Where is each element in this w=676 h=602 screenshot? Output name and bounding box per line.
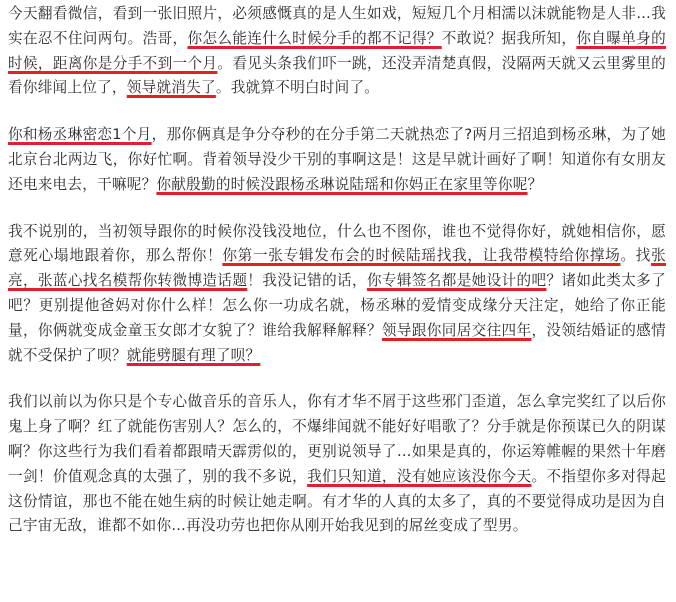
paragraph-2-segment-1: ，那你俩真是争分夺秒的在分手第二天就热恋了?两月三招追到杨丞琳，为了她北京台北两边飞，你好忙啊。背着领导没少干别的事啊这是！这是早就计画好了啊！知道你有女朋友还电来电去，干嘛呢？ bbox=[8, 126, 666, 193]
paragraph-3-highlight-3: 你专辑签名都是她设计的吧 bbox=[366, 272, 547, 290]
paragraph-1-segment-2: 不敢说？据我所知， bbox=[441, 29, 577, 47]
paragraph-3-highlight-1: 你第一张专辑发布会的时候陆瑶找我，让我带模特给你撑场 bbox=[222, 247, 621, 265]
paragraph-1 bbox=[8, 2, 666, 101]
paragraph-3-segment-3: ！我没记错的话， bbox=[247, 272, 367, 290]
paragraph-1-segment-4: 。我就算不明白时间了。 bbox=[215, 79, 380, 97]
paragraph-3-highlight-5: 就能劈腿有理了呗？ bbox=[126, 346, 261, 364]
paragraph-1-highlight-2: 你自曝单身的时候，距离你是分手不到一个月 bbox=[8, 29, 666, 72]
paragraph-3 bbox=[8, 220, 666, 369]
paragraph-1-segment-3: 。看见头条我们吓一跳，还没弄清楚真假，没隔两天就又云里雾里的看你绯闻上位了， bbox=[8, 54, 666, 97]
paragraph-4 bbox=[8, 390, 666, 539]
paragraph-4-highlight-1: 我们只知道，没有她应该没你今天 bbox=[307, 467, 532, 485]
paragraph-2 bbox=[8, 123, 666, 197]
paragraph-3-highlight-4: 领导跟你同居交往四年 bbox=[381, 321, 532, 339]
paragraph-4-segment-1: 我们以前以为你只是个专心做音乐的音乐人，你有才华不屑于这些邪门歪道，怎么拿完奖红了以后你鬼上身了啊？红了就能伤害别人？怎么的，不爆绯闻就不能好好唱歌了？分手就是你预谋已久的阴谋啊？你这些行为我们看着都跟晴天霹雳似的，更别说领导了…如果是真的，你运筹帷幄的果然十年磨一剑！价值观念真的太强了，别的我不多说， bbox=[8, 393, 666, 485]
paragraph-2-segment-2: ？ bbox=[527, 175, 543, 193]
paragraph-4-segment-2: 。不指望你多对得起这份情谊，那也不能在她生病的时候让她走啊。有才华的人真的太多了，真的不要觉得成功是因为自己宇宙无敌，谁都不如你…再没功劳也把你从刚开始我见到的屌丝变成了型男。 bbox=[8, 467, 666, 535]
paragraph-2-highlight-2: 你献殷勤的时候没跟杨丞琳说陆瑶和你妈正在家里等你呢 bbox=[156, 175, 528, 193]
paragraph-3-segment-2: 。找 bbox=[620, 247, 652, 265]
paragraph-3-highlight-2: 张亮，张蓝心找名模帮你转微博造话题 bbox=[8, 247, 666, 290]
paragraph-3-segment-1: 我不说别的，当初领导跟你的时候你没钱没地位，什么也不图你，谁也不觉得你好，就她相信你，愿意死心塌地跟着你，那么帮你！ bbox=[8, 222, 666, 265]
paragraph-1-highlight-1: 你怎么能连什么时候分手的都不记得？ bbox=[187, 29, 442, 47]
paragraph-1-highlight-3: 领导就消失了 bbox=[126, 79, 216, 97]
paragraph-3-segment-4: ？诸如此类太多了吧？更别提他爸妈对你什么样！怎么你一功成名就，杨丞琳的爱情变成缘分天注定，她给了你正能量，你俩就变成金童玉女郎才女貌了？谁给我解释解释？ bbox=[8, 272, 666, 339]
paragraph-3-segment-5: ，没领结婚证的感情就不受保护了呗？ bbox=[8, 321, 666, 364]
paragraph-1-segment-1: 今天翻看微信，看到一张旧照片，必须感慨真的是人生如戏，短短几个月相濡以沫就能物是人非…我实在忍不住问两句。浩哥， bbox=[8, 5, 666, 47]
paragraph-2-highlight-1: 你和杨丞琳密恋1个月 bbox=[8, 126, 152, 144]
